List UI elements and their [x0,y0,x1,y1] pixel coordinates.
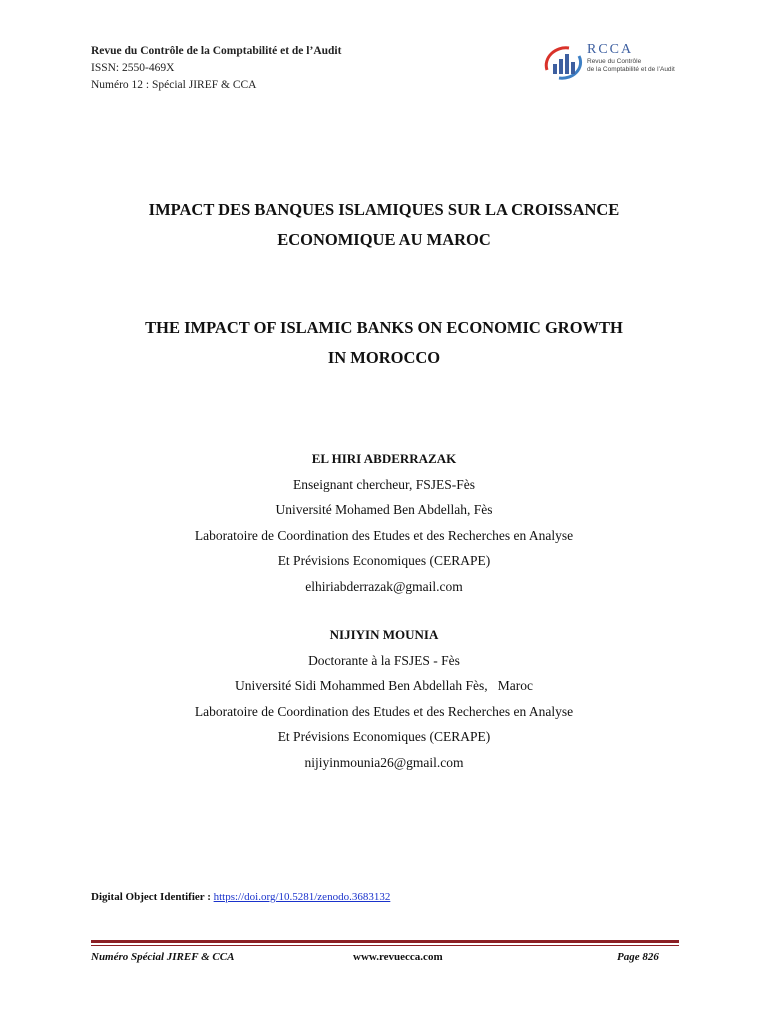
title-french-line-1: IMPACT DES BANQUES ISLAMIQUES SUR LA CROISSANCE [148,200,620,219]
author-position: Enseignant chercheur, FSJES-Fès [292,476,476,492]
author-block-1 [0,446,768,599]
author-name: EL HIRI ABDERRAZAK [311,451,457,466]
title-english [0,313,768,373]
author-laboratory: Laboratoire de Coordination des Etudes et des Recherches en Analyse [194,527,574,543]
title-french-line-2: ECONOMIQUE AU MAROC [277,230,491,249]
author-email[interactable]: elhiriabderrazak@gmail.com [305,578,463,594]
footer-page-number: Page 826 [617,951,659,963]
author-university: Université Sidi Mohammed Ben Abdellah Fès, Maroc [234,678,534,693]
doi-label: Digital Object Identifier : [91,891,211,903]
doi-link[interactable]: https://doi.org/10.5281/zenodo.3683132 [213,891,391,903]
footer-divider-thin [91,945,679,946]
author-laboratory-2: Et Prévisions Economiques (CERAPE) [277,553,491,568]
issue-number: Numéro 12 : Spécial JIREF & CCA [91,79,257,91]
journal-header [91,43,341,94]
footer-issue: Numéro Spécial JIREF & CCA [91,951,235,963]
title-english-line-1: THE IMPACT OF ISLAMIC BANKS ON ECONOMIC GROWTH [145,318,623,337]
author-position: Doctorante à la FSJES - Fès [308,652,460,668]
footer-divider [91,940,679,943]
author-email[interactable]: nijiyinmounia26@gmail.com [304,754,464,770]
logo-subtitle-2: de la Comptabilité et de l’Audit [587,66,675,73]
logo-name: RCCA [587,42,634,57]
issn: ISSN: 2550-469X [91,62,175,74]
journal-title: Revue du Contrôle de la Comptabilité et de l’Audit [91,45,342,57]
title-french [0,195,768,255]
rcca-logo-icon [541,42,585,84]
author-laboratory: Laboratoire de Coordination des Etudes et des Recherches en Analyse [194,703,574,719]
title-english-line-2: IN MOROCCO [327,348,441,367]
footer-website[interactable]: www.revuecca.com [353,951,443,963]
author-name: NIJIYIN MOUNIA [329,627,439,642]
author-block-2 [0,622,768,775]
logo-subtitle-1: Revue du Contrôle [587,58,642,65]
rcca-logo [541,42,701,86]
author-university: Université Mohamed Ben Abdellah, Fès [275,502,493,517]
doi-line [91,891,390,903]
author-laboratory-2: Et Prévisions Economiques (CERAPE) [277,729,491,744]
